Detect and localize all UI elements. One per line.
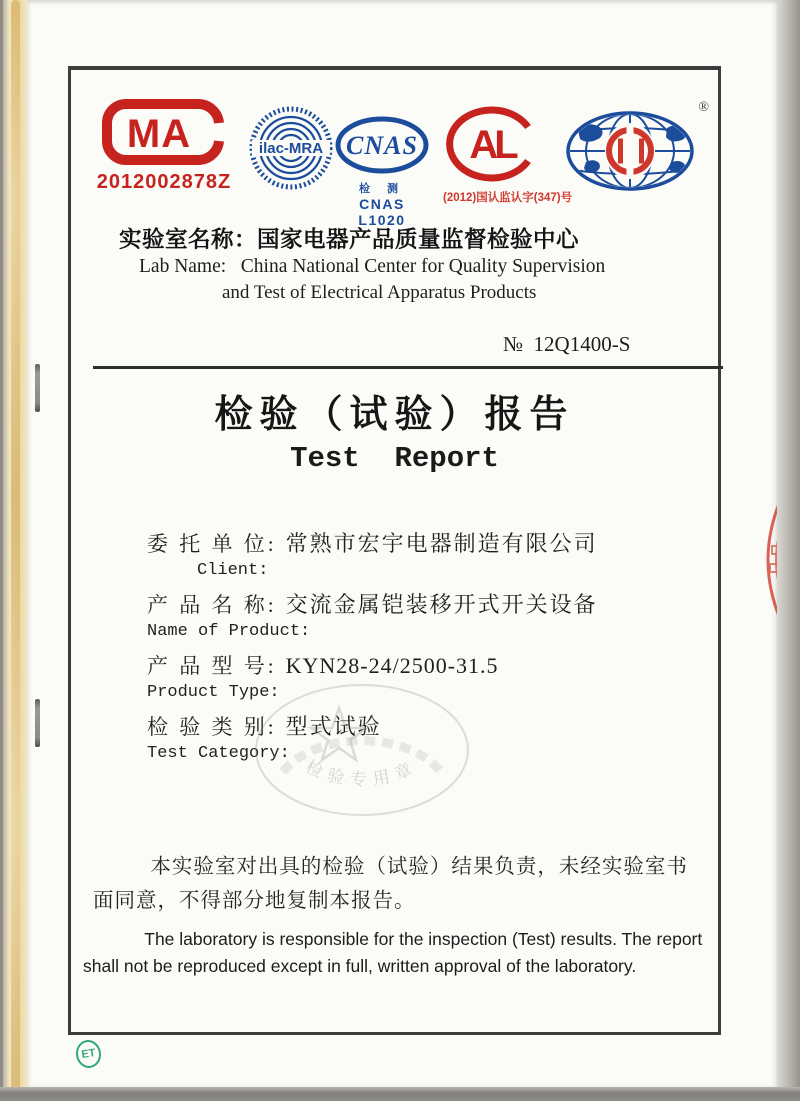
binding-edge-shadow xyxy=(11,0,20,1101)
header-rule xyxy=(93,366,723,369)
al-logo xyxy=(443,106,573,205)
lab-name-en-text: China National Center for Quality Supervision xyxy=(240,256,606,277)
cnas-logo xyxy=(333,116,431,228)
watermark-seal-text: 检验专用章 xyxy=(302,757,422,790)
field-product-type-label-en: Product Type: xyxy=(147,683,280,702)
field-client-zh-row xyxy=(147,530,598,558)
cma-logo-icon xyxy=(97,98,231,166)
cqc-globe-logo-icon xyxy=(564,110,702,192)
statement-en: The laboratory is responsible for the inspection (Test) results. The report shall not be reproduced except in full, written approval of the laboratory. xyxy=(83,929,703,976)
al-letters: AL xyxy=(469,123,515,167)
field-product-type-zh-row xyxy=(147,652,598,680)
ilac-mra-logo-icon xyxy=(249,106,333,190)
document-border-frame xyxy=(68,66,721,1035)
field-product-name-zh-row xyxy=(147,591,598,619)
green-et-stamp-label: ET xyxy=(80,1047,97,1061)
cnas-caption: 检 测 xyxy=(358,183,406,195)
cnas-label: CNAS xyxy=(346,131,418,160)
field-product-name-label-zh: 产 品 名 称: xyxy=(147,593,277,617)
field-product-name-label-en: Name of Product: xyxy=(147,622,311,641)
al-accreditation-number: (2012)国认监认字(347)号 xyxy=(443,192,573,204)
field-client-label-en: Client: xyxy=(197,561,269,580)
field-test-category-label-zh: 检 验 类 别: xyxy=(147,715,277,739)
field-product-type-label-zh: 产 品 型 号: xyxy=(147,654,277,678)
cma-code: 2012002878Z xyxy=(96,171,232,193)
report-number-value: 12Q1400-S xyxy=(533,332,631,356)
watermark-seal xyxy=(253,682,471,818)
field-product-name-value: 交流金属铠装移开式开关设备 xyxy=(285,592,598,617)
field-test-category-label-en: Test Category: xyxy=(147,744,290,763)
statement-zh: 本实验室对出具的检验（试验）结果负责，未经实验室书面同意，不得部分地复制本报告。 xyxy=(93,856,688,912)
field-client-label-zh: 委 托 单 位: xyxy=(147,532,277,556)
cnas-accreditation-number: CNAS L1020 xyxy=(358,196,406,228)
watermark-seal-icon xyxy=(253,682,471,818)
cma-logo xyxy=(93,98,235,194)
field-product-name xyxy=(147,591,598,643)
staple-top xyxy=(35,364,40,412)
numero-symbol: № xyxy=(503,332,534,356)
field-product-type-value: KYN28-24/2500-31.5 xyxy=(285,653,499,678)
field-test-category-value: 型式试验 xyxy=(285,714,382,739)
al-logo-icon xyxy=(444,106,538,182)
lab-name-en-line1 xyxy=(139,256,605,278)
ilac-mra-logo xyxy=(249,106,333,195)
registered-trademark-icon: ® xyxy=(698,100,709,115)
scan-right-edge xyxy=(777,0,800,1101)
lab-name-en-line2: and Test of Electrical Apparatus Products xyxy=(222,282,537,303)
lab-name-zh: 实验室名称：国家电器产品质量监督检验中心 xyxy=(119,227,580,252)
field-client xyxy=(147,530,598,582)
scan-bottom-edge xyxy=(0,1087,800,1101)
report-title-en: Test Report xyxy=(290,442,499,475)
report-title-zh: 检验（试验）报告 xyxy=(214,394,575,436)
staple-bottom xyxy=(35,699,40,747)
field-client-value: 常熟市宏宇电器制造有限公司 xyxy=(285,531,598,556)
cqc-globe-logo xyxy=(563,100,709,197)
cma-letters: MA xyxy=(126,112,192,156)
lab-name-en-label: Lab Name: xyxy=(139,256,241,277)
ilac-mra-label: ilac-MRA xyxy=(258,140,324,157)
report-number xyxy=(503,332,630,357)
cnas-logo-icon xyxy=(334,116,430,174)
